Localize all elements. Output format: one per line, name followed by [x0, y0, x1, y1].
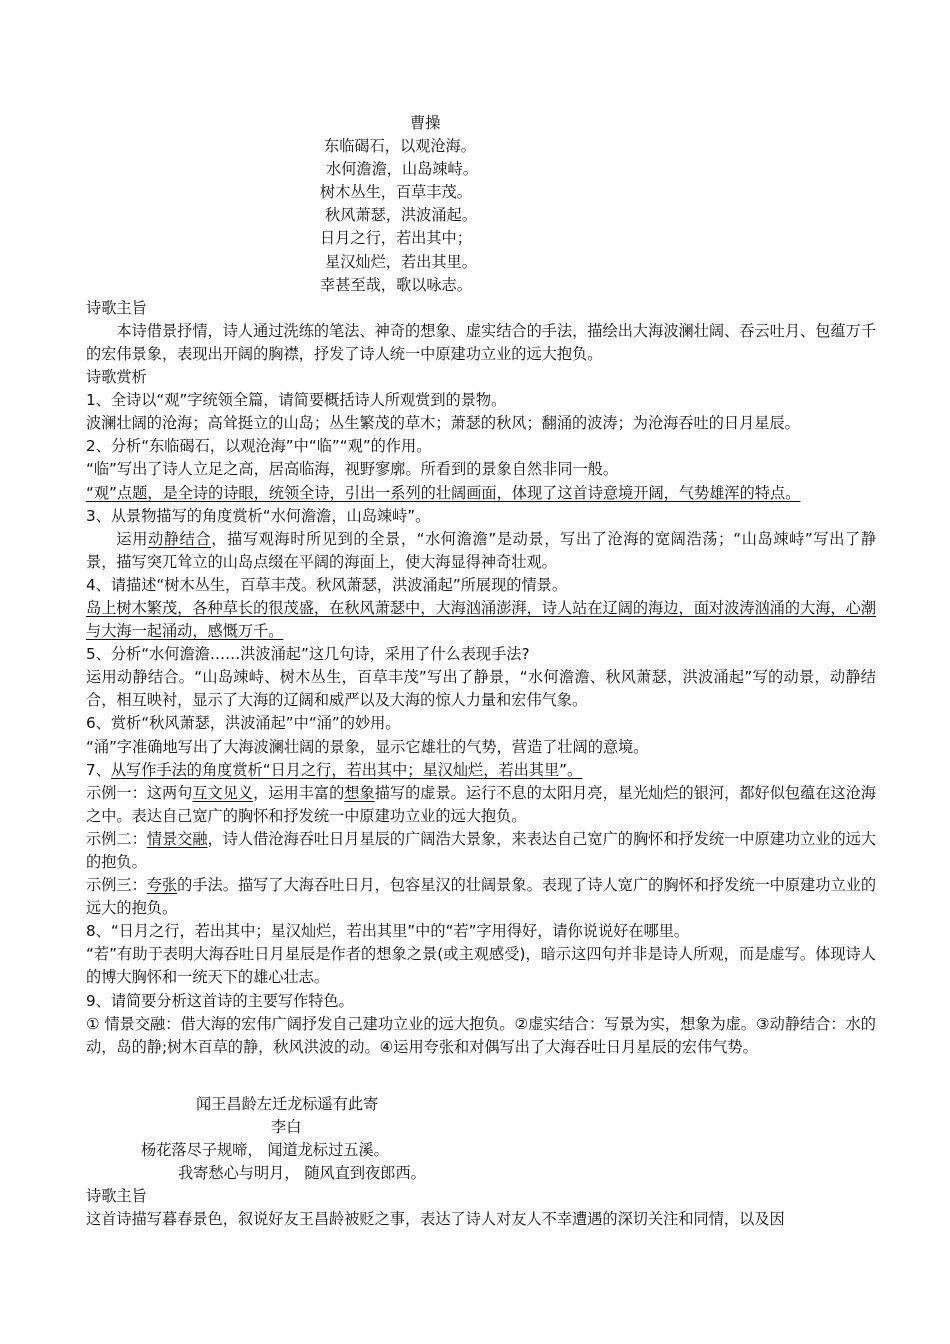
example-1-text: 示例一：这两句 [86, 783, 193, 802]
answer-2a: “临”写出了诗人立足之高，居高临海，视野寥廓。所看到的景象自然非同一般。 [86, 460, 619, 479]
answer-9: ① 情景交融：借大海的宏伟广阔抒发自己建功立业的远大抱负。②虚实结合：写景为实，想象为虚。③动静结合：水的动，岛的静;树木百草的静，秋风洪波的动。④运用夸张和对偶写出了大海吞吐日月星辰的宏伟气势。 [86, 1014, 876, 1056]
answer-2b-underlined: “观”点题，是全诗的诗眼，统领全诗，引出一系列的壮阔画面，体现了这首诗意境开阔，气势雄浑的特点。 [86, 483, 801, 502]
poem-wenwangchangling [86, 1093, 876, 1185]
question-4: 4、请描述“树木丛生，百草丰茂。秋风萧瑟，洪波涌起”所展现的情景。 [86, 575, 568, 594]
example-2-text: ，诗人借沧海吞吐日月星辰的广阔浩大景象，来表达自己宽广的胸怀和抒发统一中原建功立业的远大的抱负。 [86, 829, 877, 871]
poem-title: 闻王昌龄左迁龙标遥有此寄 [196, 1094, 379, 1113]
section-heading-theme: 诗歌主旨 [86, 298, 147, 317]
theme-paragraph-2: 这首诗描写暮春景色，叙说好友王昌龄被贬之事，表达了诗人对友人不幸遭遇的深切关注和同情，以及因 [86, 1210, 785, 1229]
poem-author: 李白 [271, 1117, 302, 1136]
poem-line: 日月之行，若出其中； [320, 229, 472, 248]
question-5: 5、分析“水何澹澹……洪波涌起”这几句诗，采用了什么表现手法? [86, 645, 530, 664]
answer-8: “若”有助于表明大海吞吐日月星辰是作者的想象之景(或主观感受)，暗示这四句并非是诗人所观，而是虚写。体现诗人的博大胸怀和一统天下的雄心壮志。 [86, 945, 876, 987]
question-2: 2、分析“东临碣石，以观沧海”中“临”“观”的作用。 [86, 437, 432, 456]
answer-3-text: 运用 [116, 529, 148, 548]
answer-4 [86, 597, 876, 643]
answer-5: 运用动静结合。“山岛竦峙、树木丛生，百草丰茂”写出了静景，“水何澹澹、秋风萧瑟，洪波涌起”写的动景，动静结合，相互映衬，显示了大海的辽阔和威严以及大海的惊人力量和宏伟气象。 [86, 668, 876, 710]
example-3-text: 示例三： [86, 876, 147, 895]
example-2-underlined: 情景交融 [146, 829, 208, 848]
spacer [86, 1059, 876, 1093]
question-7-number: 7、 [86, 760, 111, 779]
poem-line: 星汉灿烂，若出其里。 [325, 252, 477, 271]
example-3 [86, 874, 876, 920]
example-1-underlined: 想象 [344, 783, 375, 802]
poem-line: 幸甚至哉，歌以咏志。 [320, 275, 472, 294]
example-1 [86, 782, 876, 828]
poem-line: 树木丛生，百草丰茂。 [320, 183, 472, 202]
question-7-underlined: 从写作手法的角度赏析“日月之行，若出其中；星汉灿烂，若出其里”。 [110, 760, 583, 779]
theme-paragraph: 本诗借景抒情，诗人通过洗练的笔法、神奇的想象、虚实结合的手法，描绘出大海波澜壮阔、吞云吐月、包蕴万千的宏伟景象，表现出开阔的胸襟，抒发了诗人统一中原建功立业的远大抱负。 [86, 321, 876, 363]
question-1: 1、全诗以“观”字统领全篇，请简要概括诗人所观赏到的景物。 [86, 391, 507, 410]
poem-guanhai [86, 112, 876, 297]
section-heading-analysis: 诗歌赏析 [86, 368, 147, 387]
answer-3-underlined: 动静结合 [148, 529, 212, 548]
poem-line: 我寄愁心与明月， 随风直到夜郎西。 [178, 1164, 426, 1183]
question-7 [86, 759, 876, 782]
document-page [86, 112, 876, 1231]
example-2-text: 示例二： [86, 829, 147, 848]
poem-line: 杨花落尽子规啼， 闻道龙标过五溪。 [141, 1141, 389, 1160]
example-1-underlined: 互文见义 [192, 783, 254, 802]
question-9: 9、请简要分析这首诗的主要写作特色。 [86, 991, 354, 1010]
poem-author: 曹操 [410, 114, 441, 132]
poem-line: 水何澹澹，山岛竦峙。 [326, 160, 478, 179]
answer-3-text: ，描写观海时所见到的全景，“水何澹澹”是动景，写出了沧海的宽阔浩荡；“山岛竦峙”写出了静景，描写突兀耸立的山岛点缀在平阔的海面上，使大海显得神奇壮观。 [86, 529, 877, 571]
answer-4-underlined: 岛上树木繁茂，各种草长的很茂盛，在秋风萧瑟中，大海汹涌澎湃，诗人站在辽阔的海边，面对波涛汹涌的大海，心潮与大海一起涌动，感慨万千。 [86, 598, 876, 641]
poem-line: 秋风萧瑟，洪波涌起。 [325, 206, 477, 225]
answer-3 [86, 528, 876, 574]
example-3-underlined: 夸张 [146, 876, 178, 895]
answer-6: “涌”字准确地写出了大海波澜壮阔的景象，显示它雄壮的气势，营造了壮阔的意境。 [86, 737, 649, 756]
question-6: 6、赏析“秋风萧瑟，洪波涌起”中“涌”的妙用。 [86, 714, 401, 733]
poem-line: 东临碣石，以观沧海。 [324, 137, 476, 156]
example-1-text: 描写的虚景。运行不息的太阳月亮，星光灿烂的银河，都好似包蕴在这沧海之中。表达自己宽广的胸怀和抒发统一中原建功立业的远大抱负。 [86, 783, 877, 825]
question-3: 3、从景物描写的角度赏析“水何澹澹，山岛竦峙”。 [86, 506, 431, 525]
answer-1: 波澜壮阔的沧海；高耸挺立的山岛；丛生繁茂的草木；萧瑟的秋风；翻涌的波涛；为沧海吞吐的日月星辰。 [86, 414, 800, 433]
example-3-text: 的手法。描写了大海吞吐日月，包容星汉的壮阔景象。表现了诗人宽广的胸怀和抒发统一中原建功立业的远大的抱负。 [86, 876, 877, 918]
example-2 [86, 828, 876, 874]
section-heading-theme-2: 诗歌主旨 [86, 1187, 147, 1206]
answer-2b [86, 482, 876, 505]
example-1-text: ，运用丰富的 [253, 783, 345, 802]
question-8: 8、“日月之行，若出其中；星汉灿烂，若出其里”中的“若”字用得好，请你说说好在哪里。 [86, 922, 690, 941]
